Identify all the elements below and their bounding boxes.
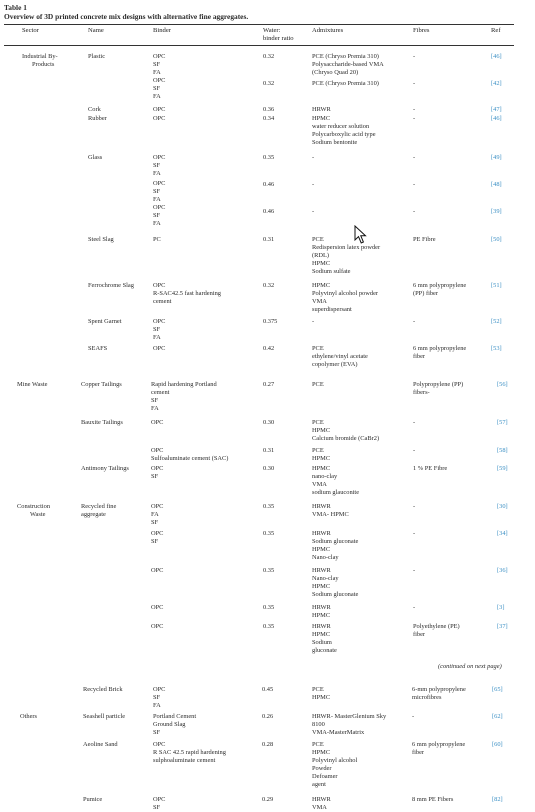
- reference-link[interactable]: [59]: [497, 465, 508, 472]
- table-cell: SF: [153, 694, 161, 701]
- table-cell: PCE: [312, 236, 324, 243]
- table-cell: HPMC: [312, 749, 331, 756]
- table-cell: Nano-clay: [312, 575, 339, 582]
- table-cell: HRWR: [312, 106, 331, 113]
- table-cell: 0.29: [262, 796, 274, 803]
- table-cell: SF: [153, 729, 161, 736]
- table-cell: 8100: [312, 721, 325, 728]
- table-cell: -: [413, 80, 416, 87]
- table-cell: 0.46: [263, 208, 275, 215]
- table-cell: 8 mm PE Fibers: [412, 796, 454, 803]
- table-cell: fibers-: [413, 389, 430, 396]
- table-cell: R SAC 42.5 rapid hardening: [153, 749, 226, 756]
- table-cell: 0.31: [263, 447, 275, 454]
- reference-link[interactable]: [56]: [497, 381, 508, 388]
- table-cell: Polycarboxylic acid type: [312, 131, 376, 138]
- reference-link[interactable]: [46]: [491, 115, 502, 122]
- table-cell: (Chryso Quad 20): [312, 69, 359, 76]
- reference-link[interactable]: [36]: [497, 567, 508, 574]
- table-cell: PCE: [312, 686, 324, 693]
- reference-link[interactable]: [49]: [491, 154, 502, 161]
- table-cell: -: [413, 530, 416, 537]
- table-cell: 0.45: [262, 686, 274, 693]
- header-sector: Sector: [22, 27, 39, 34]
- table-cell: OPC: [151, 503, 164, 510]
- table-cell: -: [413, 208, 416, 215]
- table-cell: water reducer solution: [312, 123, 370, 130]
- header-bottom-rule: [4, 45, 514, 46]
- table-cell: HRWR: [312, 796, 331, 803]
- table-cell: Polysaccharide-based VMA: [312, 61, 384, 68]
- table-cell: Ferrochrome Slag: [88, 282, 134, 289]
- table-cell: 0.36: [263, 106, 275, 113]
- reference-link[interactable]: [50]: [491, 236, 502, 243]
- table-cell: Industrial By-: [22, 53, 58, 60]
- table-cell: PE Fibre: [413, 236, 436, 243]
- table-cell: PCE: [312, 381, 324, 388]
- reference-link[interactable]: [51]: [491, 282, 502, 289]
- table-cell: -: [312, 154, 315, 161]
- table-cell: OPC: [153, 796, 166, 803]
- table-cell: -: [413, 419, 416, 426]
- table-cell: PCE (Chryso Premia 310): [312, 80, 379, 87]
- table-cell: -: [413, 53, 416, 60]
- reference-link[interactable]: [57]: [497, 419, 508, 426]
- table-cell: 6-mm polypropylene: [412, 686, 466, 693]
- table-cell: 0.26: [262, 713, 274, 720]
- table-cell: Redispersion latex powder: [312, 244, 381, 251]
- table-cell: 0.42: [263, 345, 275, 352]
- table-cell: HPMC: [312, 612, 331, 619]
- header-water-binder-ratio-line2: binder ratio: [263, 35, 294, 42]
- table-cell: Sodium bentonite: [312, 139, 358, 146]
- table-cell: HRWR: [312, 604, 331, 611]
- reference-link[interactable]: [30]: [497, 503, 508, 510]
- reference-link[interactable]: [52]: [491, 318, 502, 325]
- table-cell: Nano-clay: [312, 554, 339, 561]
- table-cell: 0.35: [263, 567, 275, 574]
- table-cell: cement: [153, 298, 172, 305]
- table-cell: Rubber: [88, 115, 107, 122]
- table-cell: Plastic: [88, 53, 106, 60]
- table-cell: 6 mm polypropylene: [413, 282, 467, 289]
- table-cell: 0.30: [263, 419, 275, 426]
- table-cell: Polyvinyl alcohol powder: [312, 290, 379, 297]
- table-caption: Overview of 3D printed concrete mix designs with alternative fine aggregates.: [4, 12, 249, 21]
- table-cell: sodium glauconite: [312, 489, 360, 496]
- table-cell: HPMC: [312, 282, 331, 289]
- header-water-binder-ratio-line1: Water:: [263, 27, 281, 34]
- table-cell: 0.32: [263, 282, 275, 289]
- table-cell: copolymer (EVA): [312, 361, 358, 368]
- table-cell: FA: [153, 220, 161, 227]
- header-top-rule: [4, 24, 514, 25]
- table-cell: OPC: [151, 604, 164, 611]
- table-cell: Cork: [88, 106, 101, 113]
- table-cell: OPC: [153, 204, 166, 211]
- table-cell: HPMC: [312, 455, 331, 462]
- table-cell: SF: [151, 538, 159, 545]
- table-cell: Sodium gluconate: [312, 538, 359, 545]
- header-name: Name: [88, 27, 104, 34]
- reference-link[interactable]: [37]: [497, 623, 508, 630]
- table-cell: OPC: [153, 115, 166, 122]
- table-cell: HPMC: [312, 546, 331, 553]
- table-cell: OPC: [153, 282, 166, 289]
- table-cell: -: [412, 713, 415, 720]
- table-cell: Spent Garnet: [88, 318, 122, 325]
- table-cell: superdispersant: [312, 306, 352, 313]
- table-cell: PCE (Chryso Premia 310): [312, 53, 379, 60]
- table-cell: Recycled fine: [81, 503, 117, 510]
- table-cell: FA: [151, 511, 159, 518]
- table-cell: Polyethylene (PE): [413, 623, 460, 630]
- header-ref: Ref: [491, 27, 501, 34]
- table-cell: HPMC: [312, 115, 331, 122]
- table-cell: 0.35: [263, 604, 275, 611]
- reference-link[interactable]: [53]: [491, 345, 502, 352]
- table-cell: Sodium gluconate: [312, 591, 359, 598]
- table-cell: OPC: [153, 318, 166, 325]
- table-cell: 0.35: [263, 503, 275, 510]
- table-cell: PCE: [312, 447, 324, 454]
- table-cell: -: [413, 106, 416, 113]
- reference-link[interactable]: [34]: [497, 530, 508, 537]
- table-cell: SF: [153, 804, 161, 811]
- table-cell: 0.32: [263, 53, 275, 60]
- table-cell: cement: [151, 389, 170, 396]
- table-cell: VMA: [312, 298, 327, 305]
- table-cell: Aeoline Sand: [83, 741, 118, 748]
- table-cell: -: [413, 181, 416, 188]
- table-cell: OPC: [151, 530, 164, 537]
- table-cell: OPC: [153, 53, 166, 60]
- table-cell: Powder: [312, 765, 332, 772]
- table-cell: FA: [151, 405, 159, 412]
- reference-link[interactable]: [60]: [492, 741, 503, 748]
- table-cell: VMA-MasterMatrix: [312, 729, 365, 736]
- table-cell: (PP) fiber: [413, 290, 439, 297]
- table-cell: SF: [153, 85, 161, 92]
- reference-link[interactable]: [62]: [492, 713, 503, 720]
- table-cell: OPC: [153, 154, 166, 161]
- table-cell: HPMC: [312, 583, 331, 590]
- table-label: Table 1: [4, 3, 27, 12]
- table-cell: 1 % PE Fibre: [413, 465, 448, 472]
- reference-link[interactable]: [58]: [497, 447, 508, 454]
- table-cell: 0.35: [263, 623, 275, 630]
- table-cell: fiber: [412, 749, 425, 756]
- table-cell: VMA: [312, 804, 327, 811]
- table-cell: FA: [153, 170, 161, 177]
- table-cell: 0.32: [263, 80, 275, 87]
- table-cell: FA: [153, 196, 161, 203]
- table-cell: OPC: [153, 741, 166, 748]
- table-cell: 0.35: [263, 530, 275, 537]
- table-cell: -: [413, 154, 416, 161]
- table-cell: PCE: [312, 419, 324, 426]
- table-cell: 0.27: [263, 381, 275, 388]
- table-cell: 0.31: [263, 236, 275, 243]
- table-cell: SF: [151, 473, 159, 480]
- table-cell: HPMC: [312, 427, 331, 434]
- table-cell: FA: [153, 93, 161, 100]
- table-cell: OPC: [151, 623, 164, 630]
- table-cell: OPC: [151, 447, 164, 454]
- table-cell: 6 mm polypropylene: [412, 741, 466, 748]
- table-cell: HPMC: [312, 631, 331, 638]
- table-cell: PCE: [312, 741, 324, 748]
- table-cell: -: [312, 181, 315, 188]
- header-binder: Binder: [153, 27, 171, 34]
- table-cell: FA: [153, 334, 161, 341]
- table-cell: Recycled Brick: [83, 686, 123, 693]
- table-cell: fiber: [413, 631, 426, 638]
- table-cell: Rapid hardening Portland: [151, 381, 217, 388]
- table-cell: Antimony Tailings: [81, 465, 129, 472]
- mouse-pointer-icon: [354, 225, 368, 245]
- reference-link[interactable]: [42]: [491, 80, 502, 87]
- table-cell: Ground Slag: [153, 721, 186, 728]
- table-cell: HRWR: [312, 503, 331, 510]
- table-cell: SF: [153, 188, 161, 195]
- table-cell: OPC: [153, 106, 166, 113]
- table-cell: nano-clay: [312, 473, 338, 480]
- reference-link[interactable]: [65]: [492, 686, 503, 693]
- table-cell: HPMC: [312, 465, 331, 472]
- table-cell: OPC: [153, 180, 166, 187]
- table-cell: Bauxite Tailings: [81, 419, 123, 426]
- table-cell: SF: [153, 212, 161, 219]
- table-cell: OPC: [153, 77, 166, 84]
- table-cell: (RDL): [312, 252, 330, 259]
- table-cell: 0.30: [263, 465, 275, 472]
- table-cell: SF: [151, 519, 159, 526]
- table-cell: HRWR: [312, 530, 331, 537]
- table-cell: OPC: [151, 419, 164, 426]
- table-cell: SEAFS: [88, 345, 108, 352]
- table-cell: R-SAC42.5 fast hardening: [153, 290, 221, 297]
- table-cell: PCE: [312, 345, 324, 352]
- table-cell: microfibres: [412, 694, 442, 701]
- table-cell: FA: [153, 702, 161, 709]
- table-cell: Others: [20, 713, 38, 720]
- table-cell: HRWR: [312, 567, 331, 574]
- table-cell: Sulfoaluminate cement (SAC): [151, 455, 229, 462]
- table-cell: Defoamer: [312, 773, 338, 780]
- table-cell: -: [413, 447, 416, 454]
- table-cell: -: [413, 115, 416, 122]
- table-cell: VMA: [312, 481, 327, 488]
- table-cell: SF: [153, 326, 161, 333]
- table-cell: Products: [32, 61, 55, 68]
- table-cell: 6 mm polypropylene: [413, 345, 467, 352]
- reference-link[interactable]: [82]: [492, 796, 503, 803]
- reference-link[interactable]: [47]: [491, 106, 502, 113]
- table-cell: Seashell particle: [83, 713, 126, 720]
- table-cell: HPMC: [312, 260, 331, 267]
- table-cell: Portland Cement: [153, 713, 197, 720]
- reference-link[interactable]: [39]: [491, 208, 502, 215]
- table-cell: 0.35: [263, 154, 275, 161]
- reference-link[interactable]: [48]: [491, 181, 502, 188]
- table-cell: gluconate: [312, 647, 337, 654]
- table-cell: aggregate: [81, 511, 106, 518]
- table-cell: SF: [153, 61, 161, 68]
- table-cell: OPC: [153, 345, 166, 352]
- table-cell: Polypropylene (PP): [413, 381, 464, 388]
- table-cell: OPC: [151, 465, 164, 472]
- table-cell: OPC: [153, 686, 166, 693]
- table-cell: Sodium sulfate: [312, 268, 351, 275]
- table-cell: VMA- HPMC: [312, 511, 349, 518]
- table-cell: PC: [153, 236, 161, 243]
- table-cell: Construction: [17, 503, 51, 510]
- table-cell: SF: [153, 162, 161, 169]
- header-admixtures: Admixtures: [312, 27, 344, 34]
- header-fibres: Fibres: [413, 27, 430, 34]
- table-cell: OPC: [151, 567, 164, 574]
- table-cell: Copper Tailings: [81, 381, 122, 388]
- table-cell: HRWR- MasterGlenium Sky: [312, 713, 387, 720]
- table-cell: Mine Waste: [17, 381, 48, 388]
- table-cell: Steel Slag: [88, 236, 114, 243]
- table-cell: Waste: [30, 511, 46, 518]
- table-cell: Sodium: [312, 639, 332, 646]
- reference-link[interactable]: [46]: [491, 53, 502, 60]
- table-cell: Polyvinyl alcohol: [312, 757, 358, 764]
- table-cell: HRWR: [312, 623, 331, 630]
- table-cell: -: [312, 208, 315, 215]
- table-cell: -: [413, 567, 416, 574]
- table-cell: -: [413, 318, 416, 325]
- table-cell: 0.375: [263, 318, 278, 325]
- table-title-block: [4, 3, 248, 21]
- reference-link[interactable]: [3]: [497, 604, 505, 611]
- table-cell: 0.46: [263, 181, 275, 188]
- table-cell: -: [413, 604, 416, 611]
- table-cell: FA: [153, 69, 161, 76]
- table-cell: Pumice: [83, 796, 103, 803]
- table-cell: -: [413, 503, 416, 510]
- table-cell: HPMC: [312, 694, 331, 701]
- table-cell: 0.28: [262, 741, 274, 748]
- table-cell: fiber: [413, 353, 426, 360]
- table-cell: ethylene/vinyl acetate: [312, 353, 368, 360]
- table-cell: Calcium bromide (CaBr2): [312, 435, 380, 442]
- table-cell: sulphoaluminate cement: [153, 757, 216, 764]
- table-cell: Glass: [88, 154, 103, 161]
- table-cell: agent: [312, 781, 326, 788]
- continued-note: (continued on next page): [438, 663, 502, 670]
- table-cell: -: [312, 318, 315, 325]
- table-cell: 0.34: [263, 115, 275, 122]
- table-cell: SF: [151, 397, 159, 404]
